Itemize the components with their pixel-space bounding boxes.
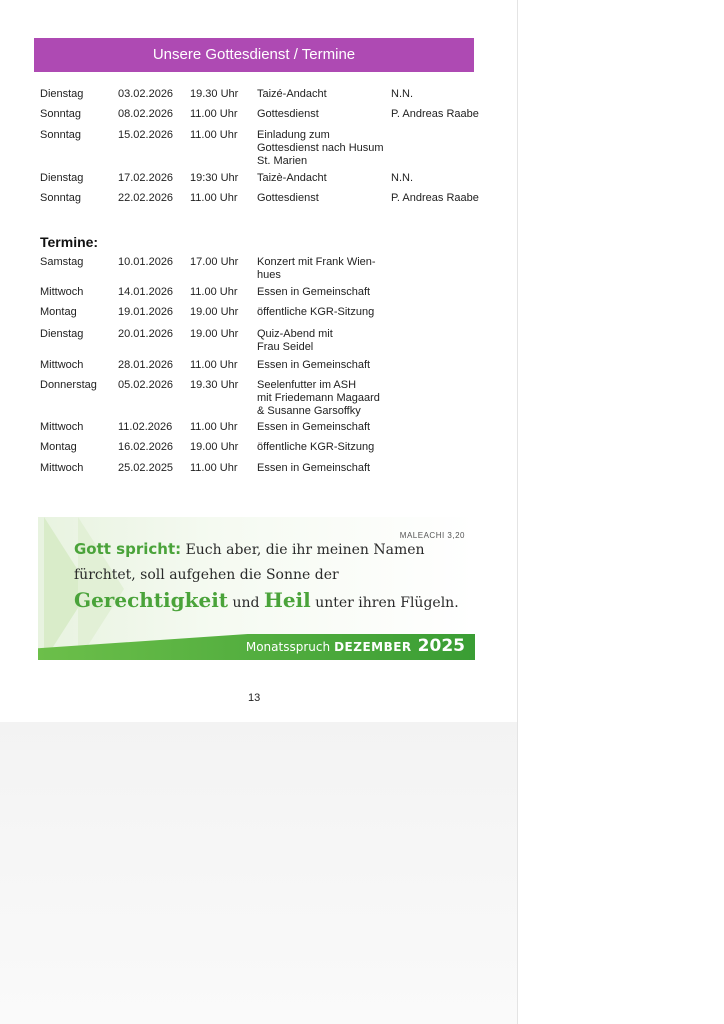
time-cell: 11.00 Uhr bbox=[190, 286, 238, 298]
day-cell: Montag bbox=[40, 306, 77, 318]
person-cell: N.N. bbox=[391, 88, 413, 100]
verse-text bbox=[74, 537, 464, 616]
page-margin-right bbox=[517, 0, 724, 1024]
page-number: 13 bbox=[248, 692, 261, 704]
day-cell: Montag bbox=[40, 441, 77, 453]
day-cell: Mittwoch bbox=[40, 421, 84, 433]
event-cell: Essen in Gemeinschaft bbox=[257, 286, 371, 298]
date-cell: 25.02.2025 bbox=[118, 462, 174, 474]
event-cell: öffentliche KGR-Sitzung bbox=[257, 441, 375, 453]
verse-highlight: Heil bbox=[263, 588, 311, 612]
date-cell: 16.02.2026 bbox=[118, 441, 174, 453]
date-cell: 15.02.2026 bbox=[118, 129, 174, 141]
day-cell: Mittwoch bbox=[40, 286, 84, 298]
event-cell: Konzert mit Frank Wien- hues bbox=[257, 256, 376, 281]
date-cell: 08.02.2026 bbox=[118, 108, 174, 120]
time-cell: 11.00 Uhr bbox=[190, 192, 238, 204]
event-cell: Taizè-Andacht bbox=[257, 172, 327, 184]
day-cell: Samstag bbox=[40, 256, 84, 268]
verse-part: Euch aber, die ihr meinen Namen fürchtet, soll aufgehen die Sonne der bbox=[74, 542, 425, 583]
footer-month: DEZEMBER bbox=[334, 640, 412, 654]
event-cell: Taizé-Andacht bbox=[257, 88, 327, 100]
footer-label: Monatsspruch bbox=[245, 640, 331, 654]
day-cell: Dienstag bbox=[40, 88, 84, 100]
date-cell: 19.01.2026 bbox=[118, 306, 174, 318]
event-cell: Seelenfutter im ASH mit Friedemann Magaard & Susanne Garsoffky bbox=[257, 379, 380, 417]
day-cell: Sonntag bbox=[40, 129, 81, 141]
footer-year: 2025 bbox=[417, 636, 465, 656]
time-cell: 19.30 Uhr bbox=[190, 88, 239, 100]
verse-highlight: Gerechtigkeit bbox=[74, 588, 229, 612]
date-cell: 14.01.2026 bbox=[118, 286, 174, 298]
event-cell: Essen in Gemeinschaft bbox=[257, 359, 371, 371]
date-cell: 17.02.2026 bbox=[118, 172, 174, 184]
time-cell: 11.00 Uhr bbox=[190, 462, 238, 474]
monatsspruch-banner bbox=[38, 517, 475, 660]
time-cell: 11.00 Uhr bbox=[190, 129, 238, 141]
time-cell: 19:30 Uhr bbox=[190, 172, 239, 184]
day-cell: Dienstag bbox=[40, 172, 84, 184]
event-cell: öffentliche KGR-Sitzung bbox=[257, 306, 375, 318]
bible-reference: MALEACHI 3,20 bbox=[399, 531, 465, 540]
date-cell: 05.02.2026 bbox=[118, 379, 174, 391]
person-cell: P. Andreas Raabe bbox=[391, 108, 479, 120]
day-cell: Sonntag bbox=[40, 192, 81, 204]
time-cell: 19.00 Uhr bbox=[190, 328, 239, 340]
time-cell: 11.00 Uhr bbox=[190, 108, 238, 120]
page-margin-bottom bbox=[0, 722, 517, 1024]
event-cell: Einladung zum Gottesdienst nach Husum St. Marien bbox=[257, 129, 384, 167]
time-cell: 19.30 Uhr bbox=[190, 379, 239, 391]
day-cell: Mittwoch bbox=[40, 462, 84, 474]
section-header: Unsere Gottesdienst / Termine bbox=[34, 38, 474, 72]
time-cell: 19.00 Uhr bbox=[190, 441, 239, 453]
banner-footer-text bbox=[246, 636, 465, 656]
time-cell: 17.00 Uhr bbox=[190, 256, 239, 268]
time-cell: 11.00 Uhr bbox=[190, 421, 238, 433]
event-cell: Gottesdienst bbox=[257, 192, 319, 204]
termine-heading: Termine: bbox=[40, 234, 99, 250]
time-cell: 11.00 Uhr bbox=[190, 359, 238, 371]
time-cell: 19.00 Uhr bbox=[190, 306, 239, 318]
verse-lead: Gott spricht: bbox=[74, 540, 182, 558]
day-cell: Mittwoch bbox=[40, 359, 84, 371]
person-cell: P. Andreas Raabe bbox=[391, 192, 479, 204]
day-cell: Sonntag bbox=[40, 108, 81, 120]
event-cell: Essen in Gemeinschaft bbox=[257, 421, 371, 433]
date-cell: 11.02.2026 bbox=[118, 421, 173, 433]
event-cell: Essen in Gemeinschaft bbox=[257, 462, 371, 474]
verse-part: unter ihren Flügeln. bbox=[310, 595, 459, 611]
verse-part: und bbox=[228, 595, 264, 611]
date-cell: 20.01.2026 bbox=[118, 328, 174, 340]
date-cell: 22.02.2026 bbox=[118, 192, 174, 204]
person-cell: N.N. bbox=[391, 172, 413, 184]
day-cell: Dienstag bbox=[40, 328, 84, 340]
day-cell: Donnerstag bbox=[40, 379, 97, 391]
event-cell: Quiz-Abend mit Frau Seidel bbox=[257, 328, 333, 353]
event-cell: Gottesdienst bbox=[257, 108, 319, 120]
date-cell: 28.01.2026 bbox=[118, 359, 174, 371]
date-cell: 10.01.2026 bbox=[118, 256, 174, 268]
date-cell: 03.02.2026 bbox=[118, 88, 174, 100]
